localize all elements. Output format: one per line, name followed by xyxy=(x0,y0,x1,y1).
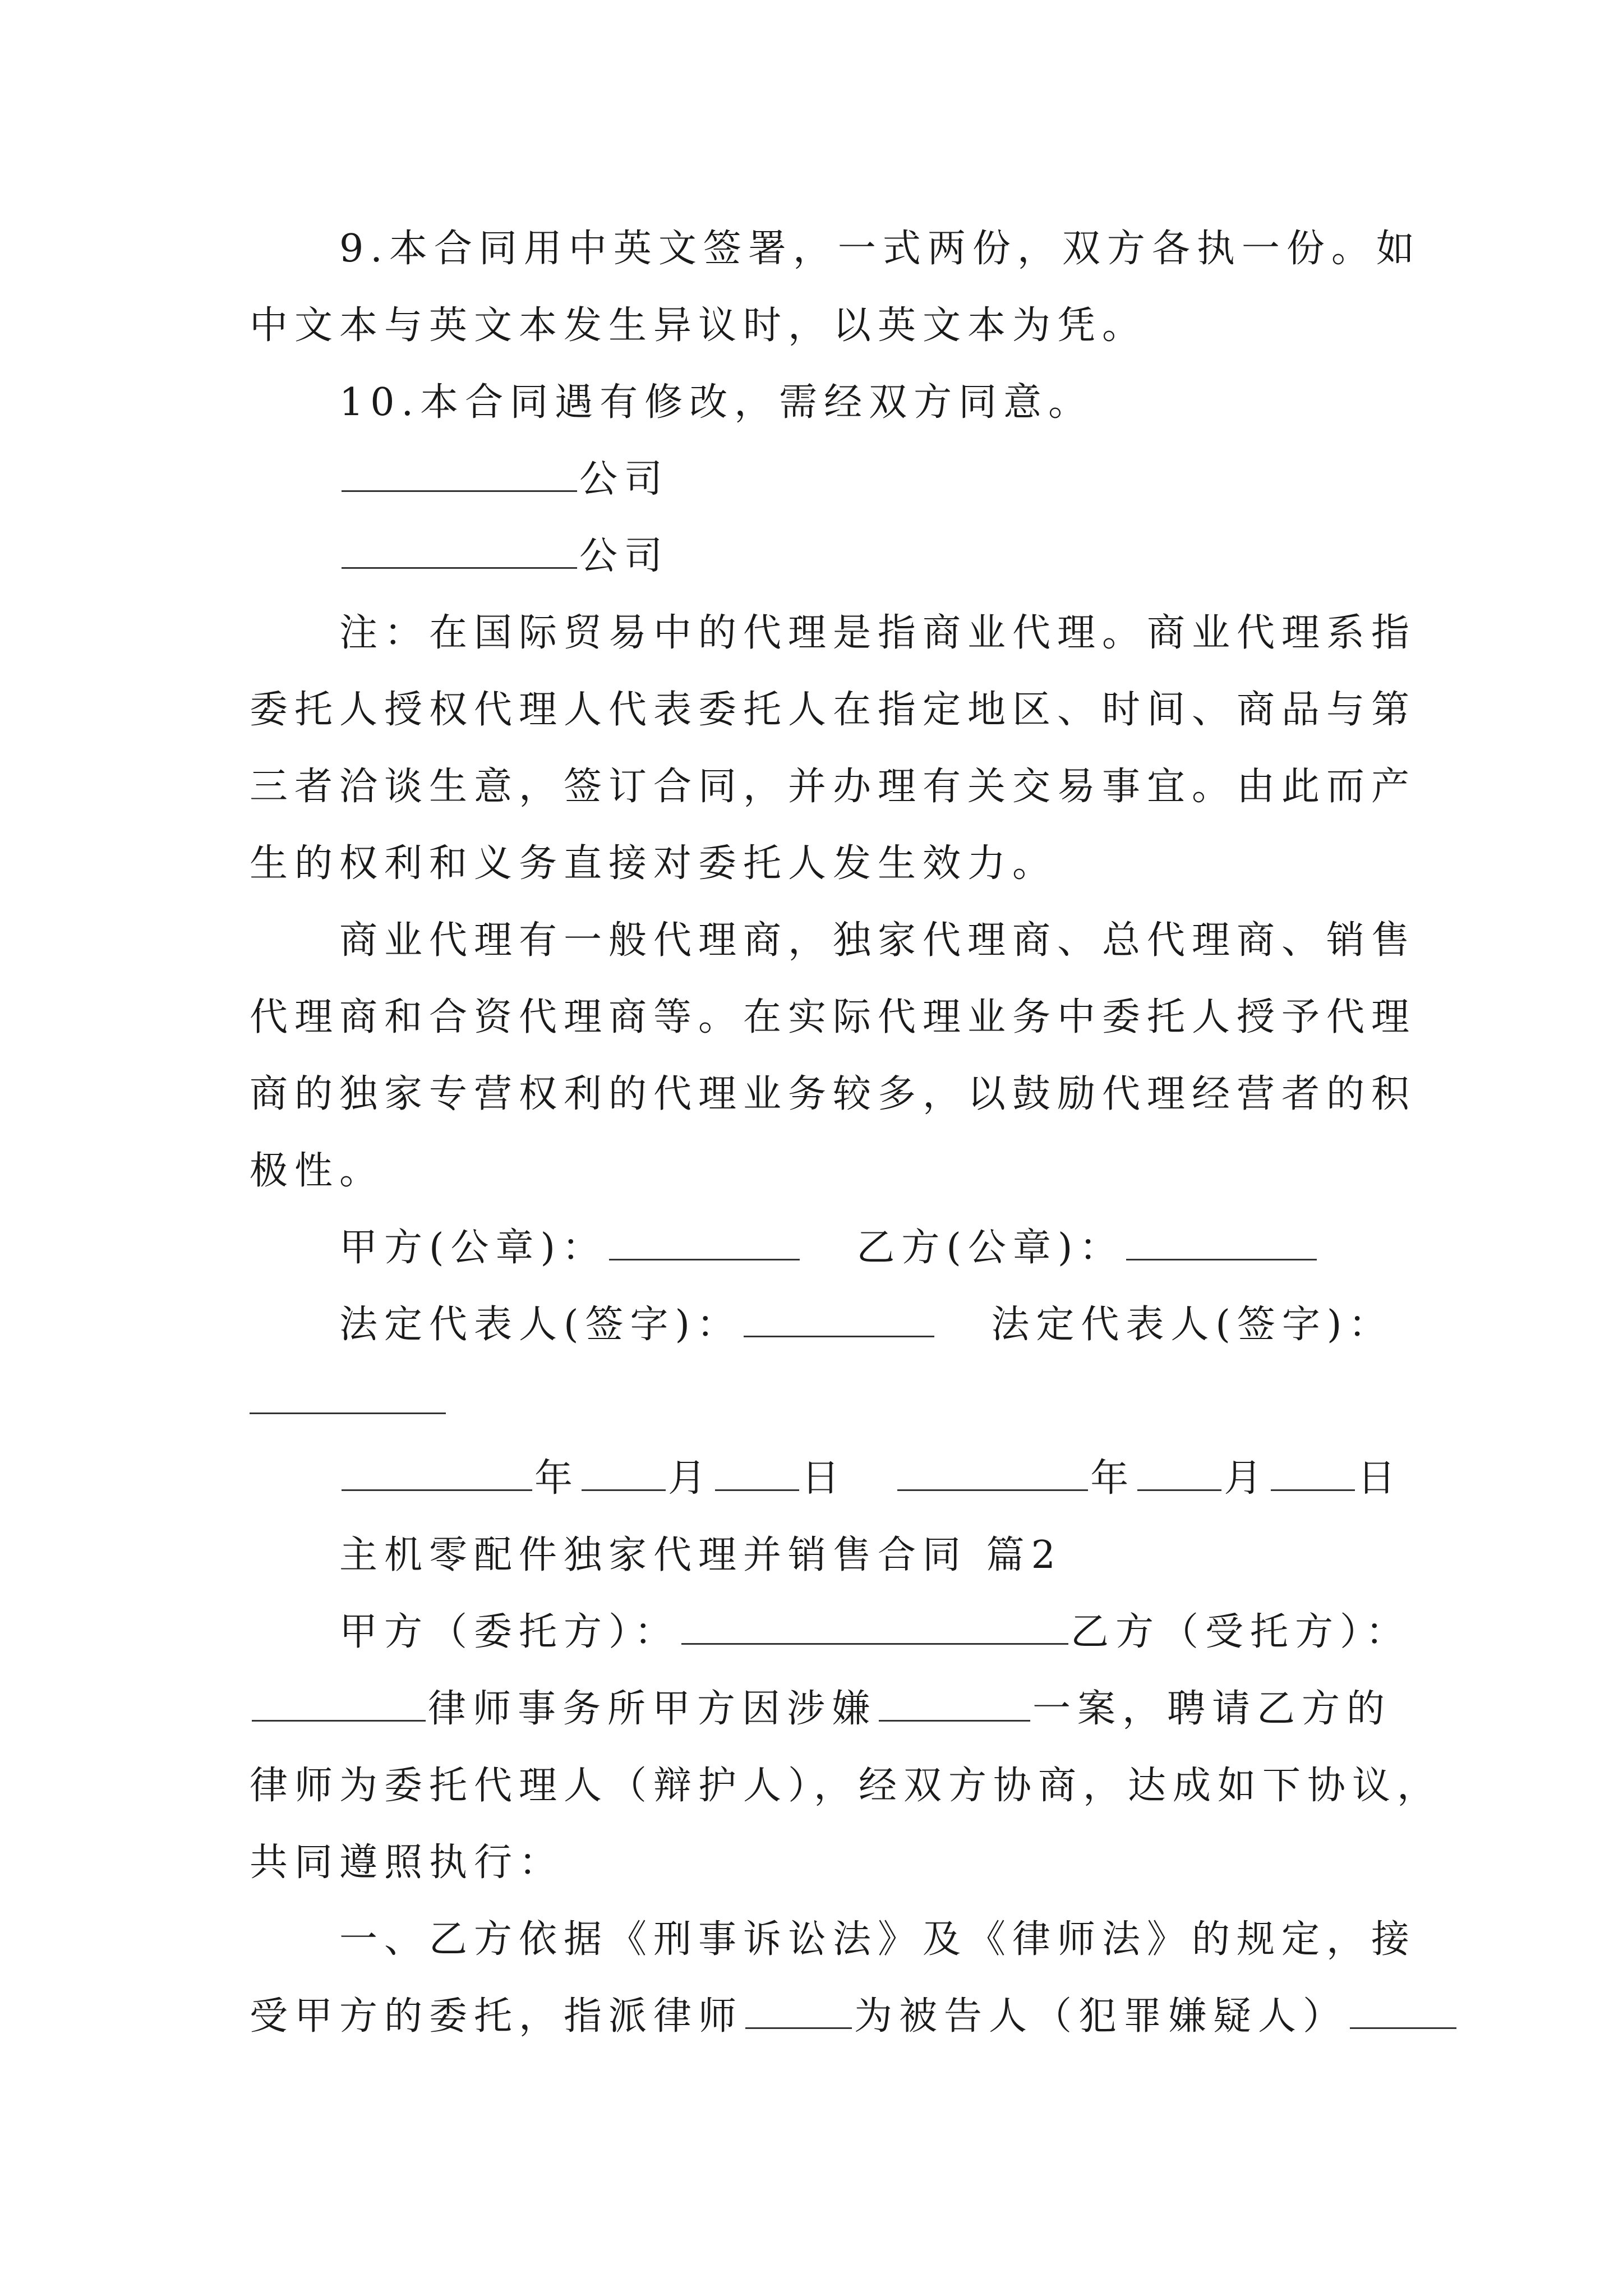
legal-rep-b-blank-line xyxy=(250,1363,1388,1440)
article-1-text-a: 受甲方的委托，指派律师 xyxy=(250,1994,744,2039)
parties-line xyxy=(250,1594,1411,1671)
trustee-label: 乙方（受托方）： xyxy=(1071,1610,1411,1654)
case-blank[interactable] xyxy=(879,1685,1030,1722)
agent-line-1: 商业代理有一般代理商，独家代理商、总代理商、销售 xyxy=(339,918,1417,963)
note-line-2: 委托人授权代理人代表委托人在指定地区、时间、商品与第 xyxy=(250,688,1417,732)
article-1-text-b: 为被告人（犯罪嫌疑人） xyxy=(854,1994,1348,2039)
client-label: 甲方（委托方）： xyxy=(339,1610,680,1654)
legal-rep-b-label: 法定代表人(签字)： xyxy=(991,1303,1394,1347)
law-firm-text: 律师事务所甲方因涉嫌 xyxy=(428,1687,877,1731)
company-label-1: 公司 xyxy=(579,457,670,501)
section-title: 主机零配件独家代理并销售合同 篇2 xyxy=(339,1533,1062,1577)
agent-line-4: 极性。 xyxy=(250,1149,385,1193)
clause-9-line-2: 中文本与英文本发生异议时，以英文本为凭。 xyxy=(250,303,1147,348)
company-label-2: 公司 xyxy=(579,534,670,578)
date-line xyxy=(250,1440,1403,1517)
clause-9-line-1: 9.本合同用中英文签署，一式两份，双方各执一份。如 xyxy=(339,227,1421,271)
month-blank-b[interactable] xyxy=(1137,1455,1221,1491)
seal-line xyxy=(250,1209,1388,1286)
party-a-seal-label: 甲方(公章)： xyxy=(339,1226,607,1270)
year-label-a: 年 xyxy=(534,1456,580,1501)
month-label-b: 月 xyxy=(1224,1456,1269,1501)
agent-line-3: 商的独家专营权利的代理业务较多，以鼓励代理经营者的积 xyxy=(250,1072,1417,1116)
defendant-blank[interactable] xyxy=(1350,1993,1456,2029)
comply-line: 共同遵照执行： xyxy=(250,1841,564,1885)
day-blank-b[interactable] xyxy=(1271,1455,1355,1491)
note-line-1: 注：在国际贸易中的代理是指商业代理。商业代理系指 xyxy=(339,611,1417,655)
law-firm-line xyxy=(250,1671,1392,1747)
note-line-4: 生的权利和义务直接对委托人发生效力。 xyxy=(250,841,1058,886)
day-label-a: 日 xyxy=(801,1456,847,1501)
law-firm-blank[interactable] xyxy=(252,1685,426,1722)
party-b-seal-label: 乙方(公章)： xyxy=(856,1226,1124,1270)
legal-rep-a-label: 法定代表人(签字)： xyxy=(339,1303,742,1347)
note-line-3: 三者洽谈生意，签订合同，并办理有关交易事宜。由此而产 xyxy=(250,765,1417,809)
article-1-line-2 xyxy=(250,1978,1388,2055)
year-blank-a[interactable] xyxy=(342,1455,532,1491)
party-b-seal-blank[interactable] xyxy=(1126,1224,1317,1260)
case-text: 一案，聘请乙方的 xyxy=(1032,1687,1392,1731)
agent-line-2: 代理商和合资代理商等。在实际代理业务中委托人授予代理 xyxy=(250,995,1417,1039)
appoint-line: 律师为委托代理人（辩护人），经双方协商，达成如下协议， xyxy=(250,1764,1442,1808)
year-blank-b[interactable] xyxy=(897,1455,1088,1491)
company-blank-1[interactable] xyxy=(342,455,577,492)
company-line-1 xyxy=(250,441,1388,518)
client-blank[interactable] xyxy=(681,1608,1068,1645)
lawyer-blank[interactable] xyxy=(745,1993,852,2029)
day-label-b: 日 xyxy=(1357,1456,1403,1501)
day-blank-a[interactable] xyxy=(715,1455,799,1491)
article-1-line-1: 一、乙方依据《刑事诉讼法》及《律师法》的规定，接 xyxy=(339,1917,1417,1962)
company-blank-2[interactable] xyxy=(342,532,577,569)
legal-rep-line xyxy=(250,1286,1394,1363)
year-label-b: 年 xyxy=(1090,1456,1136,1501)
legal-rep-a-blank[interactable] xyxy=(744,1301,934,1337)
month-label-a: 月 xyxy=(668,1456,713,1501)
company-line-2 xyxy=(250,518,1388,595)
party-a-seal-blank[interactable] xyxy=(609,1224,800,1260)
document-page xyxy=(250,210,1442,2055)
clause-10: 10.本合同遇有修改，需经双方同意。 xyxy=(339,380,1094,425)
month-blank-a[interactable] xyxy=(582,1455,666,1491)
legal-rep-b-blank[interactable] xyxy=(250,1378,446,1414)
